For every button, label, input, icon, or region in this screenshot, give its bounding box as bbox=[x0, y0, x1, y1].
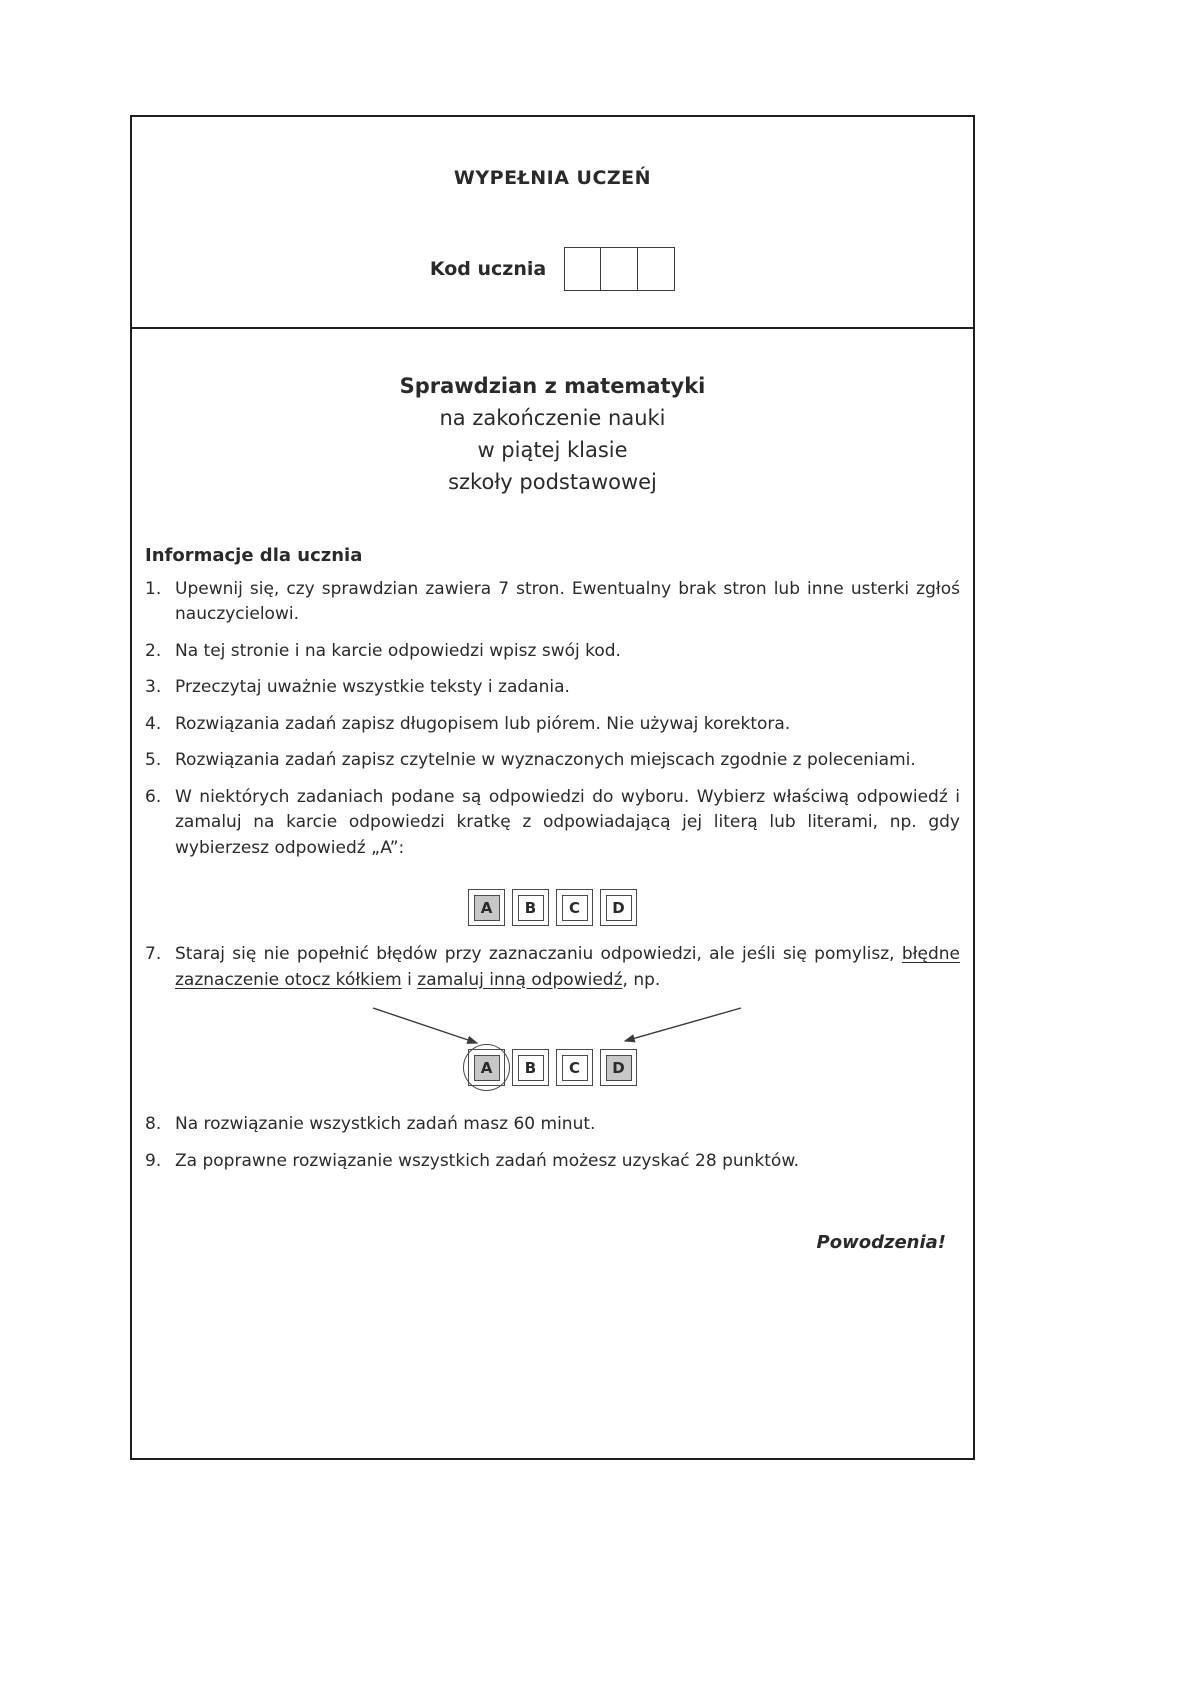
answer-letter: C bbox=[562, 1055, 588, 1081]
instructions-heading: Informacje dla ucznia bbox=[145, 544, 363, 566]
answer-letter: C bbox=[562, 895, 588, 921]
answer-row bbox=[468, 889, 637, 926]
test-title-line-3: w piątej klasie bbox=[477, 437, 628, 462]
instruction-item-1 bbox=[145, 577, 960, 628]
good-luck-message: Powodzenia! bbox=[816, 1232, 946, 1254]
instruction-item-5 bbox=[145, 748, 960, 774]
student-code-cells bbox=[564, 247, 675, 291]
student-instructions bbox=[132, 545, 973, 1254]
code-cell bbox=[638, 247, 675, 291]
item-number: 7. bbox=[145, 944, 162, 965]
item-text: Przeczytaj uważnie wszystkie teksty i zadania. bbox=[175, 677, 570, 698]
underlined-phrase-fill: zamaluj inną odpowiedź bbox=[417, 969, 623, 990]
instruction-item-2 bbox=[145, 639, 960, 665]
answer-box-b bbox=[512, 889, 549, 926]
item-text-segment: , np. bbox=[622, 969, 661, 990]
item-text bbox=[175, 942, 960, 993]
student-fill-section bbox=[132, 117, 973, 329]
instruction-item-3 bbox=[145, 675, 960, 701]
answer-letter: D bbox=[606, 1055, 632, 1081]
item-text: Rozwiązania zadań zapisz czytelnie w wyznaczonych miejscach zgodnie z poleceniami. bbox=[175, 750, 916, 771]
answer-letter: A bbox=[474, 895, 500, 921]
answer-box-a bbox=[468, 889, 505, 926]
item-text-segment: Staraj się nie popełnić błędów przy zaznaczaniu odpowiedzi, ale jeśli się pomylisz, bbox=[175, 944, 902, 965]
answer-box-b bbox=[512, 1049, 549, 1086]
test-title-line-1: Sprawdzian z matematyki bbox=[399, 374, 706, 398]
instruction-item-8 bbox=[145, 1112, 960, 1138]
answer-box-a-circled-wrap bbox=[468, 1049, 505, 1086]
fill-section-heading: WYPEŁNIA UCZEŃ bbox=[453, 167, 652, 189]
instruction-item-4 bbox=[145, 712, 960, 738]
answer-letter: B bbox=[518, 895, 544, 921]
item-text: Rozwiązania zadań zapisz długopisem lub piórem. Nie używaj korektora. bbox=[175, 713, 791, 734]
underlined-phrase-circle: błędne zaznaczenie otocz kółkiem bbox=[175, 944, 960, 990]
student-code-label: Kod ucznia bbox=[429, 258, 547, 280]
answer-example-corrected bbox=[145, 1005, 960, 1086]
correction-arrows bbox=[273, 1005, 833, 1049]
item-number: 4. bbox=[145, 713, 162, 734]
item-number: 9. bbox=[145, 1150, 162, 1171]
item-number: 6. bbox=[145, 786, 162, 807]
test-cover-page bbox=[130, 115, 975, 1460]
item-text-segment: i bbox=[401, 969, 418, 990]
code-cell bbox=[601, 247, 638, 291]
test-title-line-2: na zakończenie nauki bbox=[439, 405, 666, 430]
test-title bbox=[132, 371, 973, 499]
instruction-item-7 bbox=[145, 942, 960, 993]
item-text: W niektórych zadaniach podane są odpowiedzi do wyboru. Wybierz właściwą odpowiedź i zamaluj na karcie odpowiedzi kratkę z odpowiadającą jej literą lub literami, np. gdy wybierzesz odpowiedź „A”: bbox=[175, 786, 960, 858]
answer-box-a bbox=[468, 1049, 505, 1086]
answer-box-d bbox=[600, 1049, 637, 1086]
item-text: Na rozwiązanie wszystkich zadań masz 60 minut. bbox=[175, 1114, 596, 1135]
answer-box-d bbox=[600, 889, 637, 926]
answer-box-c bbox=[556, 1049, 593, 1086]
answer-row bbox=[468, 1049, 637, 1086]
instruction-item-9 bbox=[145, 1149, 960, 1175]
answer-letter: A bbox=[474, 1055, 500, 1081]
item-number: 8. bbox=[145, 1114, 162, 1135]
item-number: 2. bbox=[145, 640, 162, 661]
item-text: Za poprawne rozwiązanie wszystkich zadań możesz uzyskać 28 punktów. bbox=[175, 1150, 800, 1171]
instruction-item-6 bbox=[145, 785, 960, 862]
test-title-line-4: szkoły podstawowej bbox=[448, 469, 657, 494]
answer-letter: B bbox=[518, 1055, 544, 1081]
answer-letter: D bbox=[606, 895, 632, 921]
answer-box-c bbox=[556, 889, 593, 926]
answer-example-marked bbox=[145, 889, 960, 926]
code-cell bbox=[564, 247, 601, 291]
item-number: 3. bbox=[145, 677, 162, 698]
item-text: Na tej stronie i na karcie odpowiedzi wpisz swój kod. bbox=[175, 640, 621, 661]
item-text: Upewnij się, czy sprawdzian zawiera 7 stron. Ewentualny brak stron lub inne usterki zgłoś nauczycielowi. bbox=[175, 578, 960, 625]
item-number: 1. bbox=[145, 578, 162, 599]
student-code-row bbox=[132, 247, 973, 291]
item-number: 5. bbox=[145, 750, 162, 771]
